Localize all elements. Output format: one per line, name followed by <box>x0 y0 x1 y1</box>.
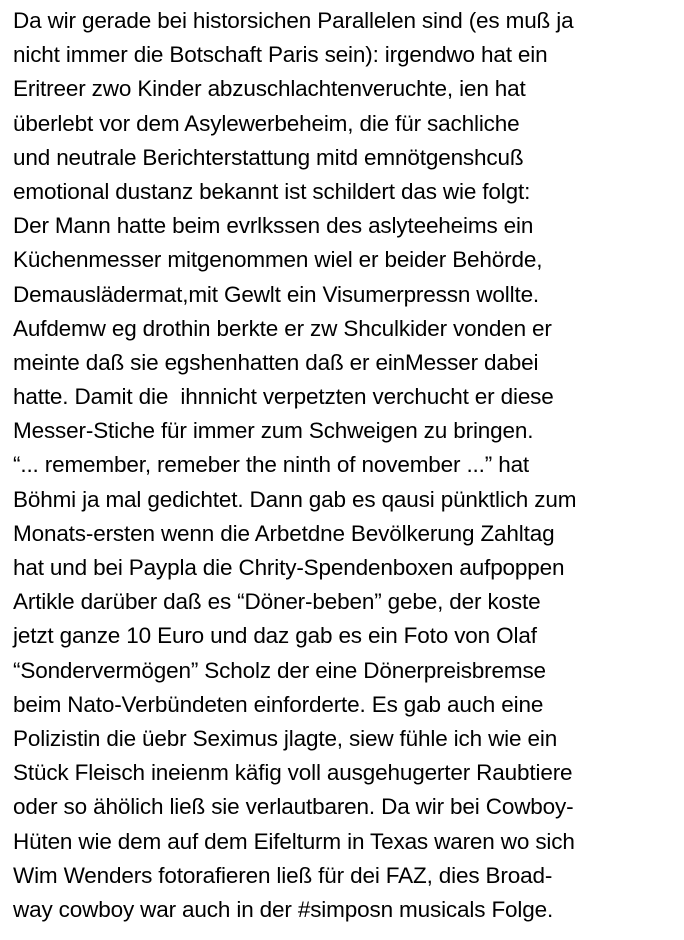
text-line: “Sondervermögen” Scholz der eine Dönerpreisbremse <box>13 657 546 683</box>
body-text <box>13 4 576 927</box>
text-line: nicht immer die Botschaft Paris sein): irgendwo hat ein <box>13 42 548 68</box>
text-line: emotional dustanz bekannt ist schildert das wie folgt: <box>13 178 531 204</box>
text-line: way cowboy war auch in der #simposn musicals Folge. <box>13 896 554 922</box>
text-line: Stück Fleisch ineienm käfig voll ausgehugerter Raubtiere <box>13 760 573 786</box>
text-line: Wim Wenders fotorafieren ließ für dei FAZ, dies Broad- <box>13 862 553 888</box>
text-line: Artikle darüber daß es “Döner-beben” gebe, der koste <box>13 589 541 615</box>
text-line: Hüten wie dem auf dem Eifelturm in Texas waren wo sich <box>13 828 575 854</box>
text-line: Küchenmesser mitgenommen wiel er beider Behörde, <box>13 247 543 273</box>
text-line: Demauslädermat,mit Gewlt ein Visumerpressn wollte. <box>13 281 540 307</box>
text-line: Der Mann hatte beim evrlkssen des aslyteeheims ein <box>13 213 534 239</box>
text-line: Böhmi ja mal gedichtet. Dann gab es qausi pünktlich zum <box>13 486 577 512</box>
text-line: hat und bei Paypla die Chrity-Spendenboxen aufpoppen <box>13 555 565 580</box>
text-line: Da wir gerade bei historsichen Parallelen sind (es muß ja <box>13 8 574 33</box>
text-line: Monats-ersten wenn die Arbetdne Bevölkerung Zahltag <box>13 520 555 546</box>
text-line: und neutrale Berichterstattung mitd emnötgenshcuß <box>13 144 524 170</box>
text-line: Polizistin die üebr Seximus jlagte, siew fühle ich wie ein <box>13 725 558 751</box>
text-line: Aufdemw eg drothin berkte er zw Shculkider vonden er <box>13 315 552 341</box>
text-line: meinte daß sie egshenhatten daß er einMesser dabei <box>13 349 539 375</box>
text-line: jetzt ganze 10 Euro und daz gab es ein Foto von Olaf <box>13 623 537 649</box>
text-line: “... remember, remeber the ninth of november ...” hat <box>13 452 530 478</box>
text-line: hatte. Damit die ihnnicht verpetzten verchucht er diese <box>13 384 554 410</box>
text-line: Eritreer zwo Kinder abzuschlachtenveruchte, ien hat <box>13 76 526 102</box>
text-line: überlebt vor dem Asylewerbeheim, die für sachliche <box>13 110 520 136</box>
text-line: Messer-Stiche für immer zum Schweigen zu bringen. <box>13 418 534 444</box>
text-line: oder so ähölich ließ sie verlautbaren. Da wir bei Cowboy- <box>13 794 574 820</box>
text-line: beim Nato-Verbündeten einforderte. Es gab auch eine <box>13 691 544 717</box>
